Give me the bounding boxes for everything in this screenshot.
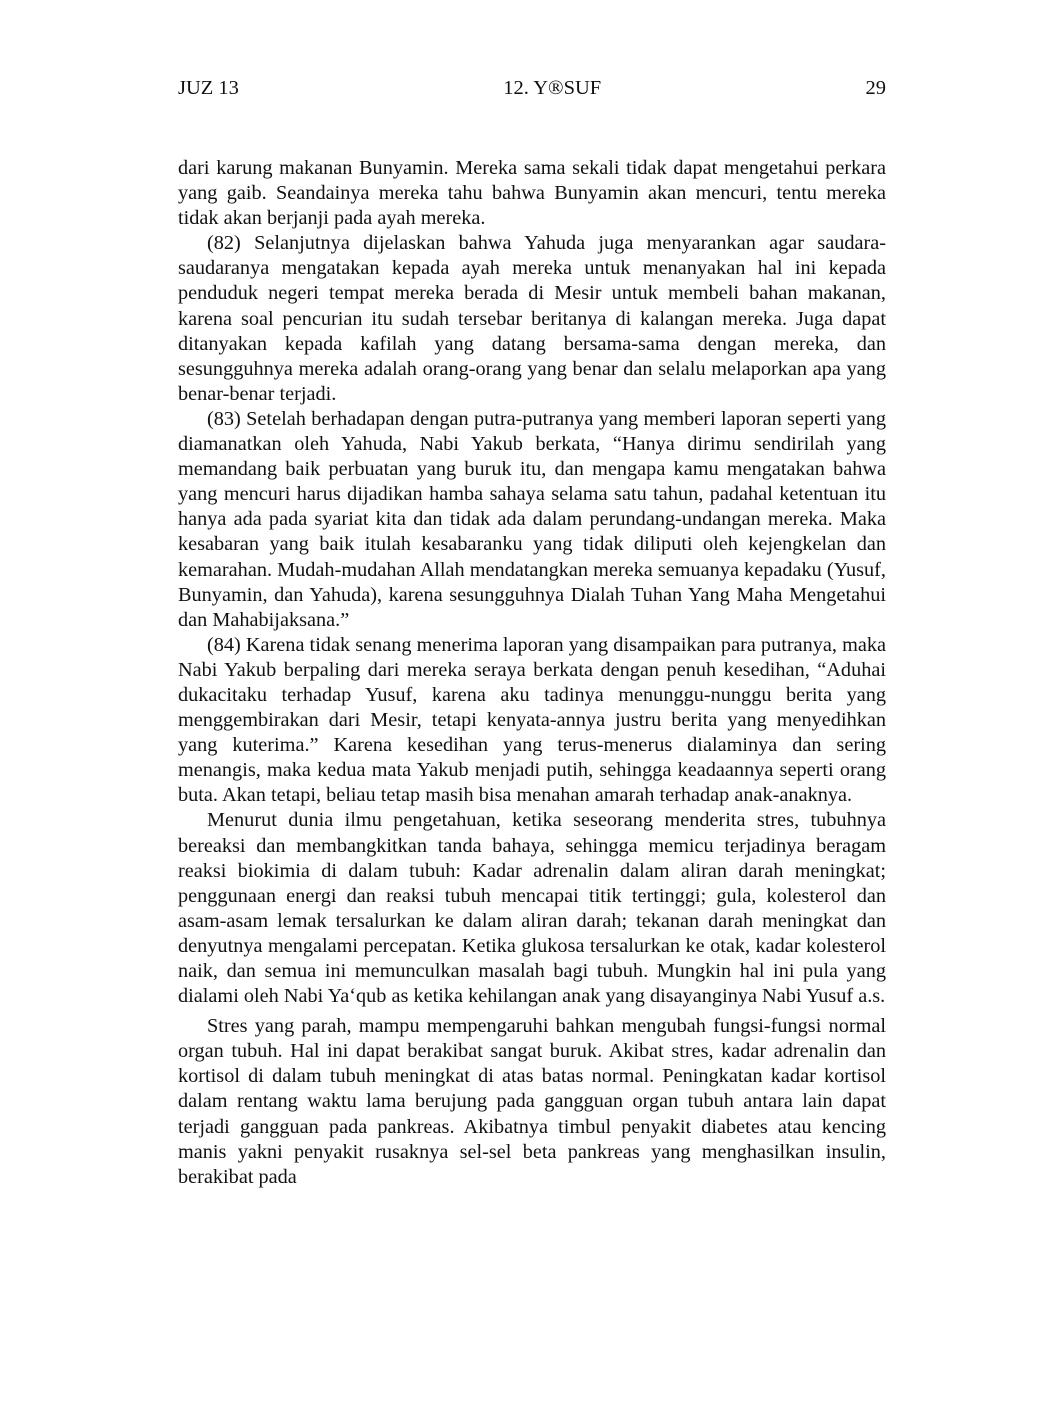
running-header	[178, 76, 886, 100]
page-number: 29	[865, 77, 886, 99]
paragraph-verse-84: (84) Karena tidak senang menerima laporan yang disampaikan para putranya, maka Nabi Yakub berpaling dari mereka seraya berkata dengan penuh kesedihan, “Aduhai dukacitaku terhadap Yusuf, karena aku tadinya menunggu-nunggu berita yang menggembirakan dari Mesir, tetapi kenyata-annya justru berita yang menyedihkan yang kuterima.” Karena kesedihan yang terus-menerus dialaminya dan sering menangis, maka kedua mata Yakub menjadi putih, sehingga keadaannya seperti orang buta. Akan tetapi, beliau tetap masih bisa menahan amarah terhadap anak-anaknya.	[178, 633, 886, 807]
paragraph-stress-effects: Stres yang parah, mampu mempengaruhi bahkan mengubah fungsi-fungsi normal organ tubuh. Hal ini dapat berakibat sangat buruk. Akibat stres, kadar adrenalin dan kortisol di dalam tubuh meningkat di atas batas normal. Peningkatan kadar kortisol dalam rentang waktu lama berujung pada gangguan organ tubuh antara lain dapat terjadi gangguan pada pankreas. Akibatnya timbul penyakit diabetes atau kencing manis yakni penyakit rusaknya sel-sel beta pankreas yang menghasilkan insulin, berakibat pada	[178, 1015, 886, 1188]
body-text	[178, 156, 886, 1190]
paragraph-continuation: dari karung makanan Bunyamin. Mereka sama sekali tidak dapat mengetahui perkara yang gaib. Seandainya mereka tahu bahwa Bunyamin akan mencuri, tentu mereka tidak akan berjanji pada ayah mereka.	[178, 157, 886, 230]
paragraph-verse-83: (83) Setelah berhadapan dengan putra-putranya yang memberi laporan seperti yang diamanatkan oleh Yahuda, Nabi Yakub berkata, “Hanya dirimu sendirilah yang memandang baik perbuatan yang buruk itu, dan mengapa kamu mengatakan bahwa yang mencuri harus dijadikan hamba sahaya selama satu tahun, padahal ketentuan itu hanya ada pada syariat kita dan tidak ada dalam perundang-undangan mereka. Maka kesabaran yang baik itulah kesabaranku yang tidak diliputi oleh kejengkelan dan kemarahan. Mudah-mudahan Allah mendatangkan mereka semuanya kepadaku (Yusuf, Bunyamin, dan Yahuda), karena sesungguhnya Dialah Tuhan Yang Maha Mengetahui dan Mahabijaksana.”	[178, 407, 886, 631]
paragraph-verse-82: (82) Selanjutnya dijelaskan bahwa Yahuda juga menyarankan agar saudara-saudaranya mengatakan kepada ayah mereka untuk menanyakan hal ini kepada penduduk negeri tempat mereka berada di Mesir untuk membeli bahan makanan, karena soal pencurian itu sudah tersebar beritanya di kalangan mereka. Juga dapat ditanyakan kepada kafilah yang datang bersama-sama dengan mereka, dan sesungguhnya mereka adalah orang-orang yang benar dan selalu melaporkan apa yang benar-benar terjadi.	[178, 232, 886, 405]
paragraph-science-note: Menurut dunia ilmu pengetahuan, ketika seseorang menderita stres, tubuhnya bereaksi dan membangkitkan tanda bahaya, sehingga memicu terjadinya beragam reaksi biokimia di dalam tubuh: Kadar adrenalin dalam aliran darah meningkat; penggunaan energi dan reaksi tubuh mencapai titik tertinggi; gula, kolesterol dan asam-asam lemak tersalurkan ke dalam aliran darah; tekanan darah meningkat dan denyutnya mengalami percepatan. Ketika glukosa tersalurkan ke otak, kadar kolesterol naik, dan semua ini memunculkan masalah bagi tubuh. Mungkin hal ini pula yang dialami oleh Nabi Ya‘qub as ketika kehilangan anak yang disayanginya Nabi Yusuf a.s.	[178, 809, 886, 1008]
juz-label: JUZ 13	[178, 77, 239, 99]
chapter-title: 12. Y®SUF	[503, 77, 602, 99]
